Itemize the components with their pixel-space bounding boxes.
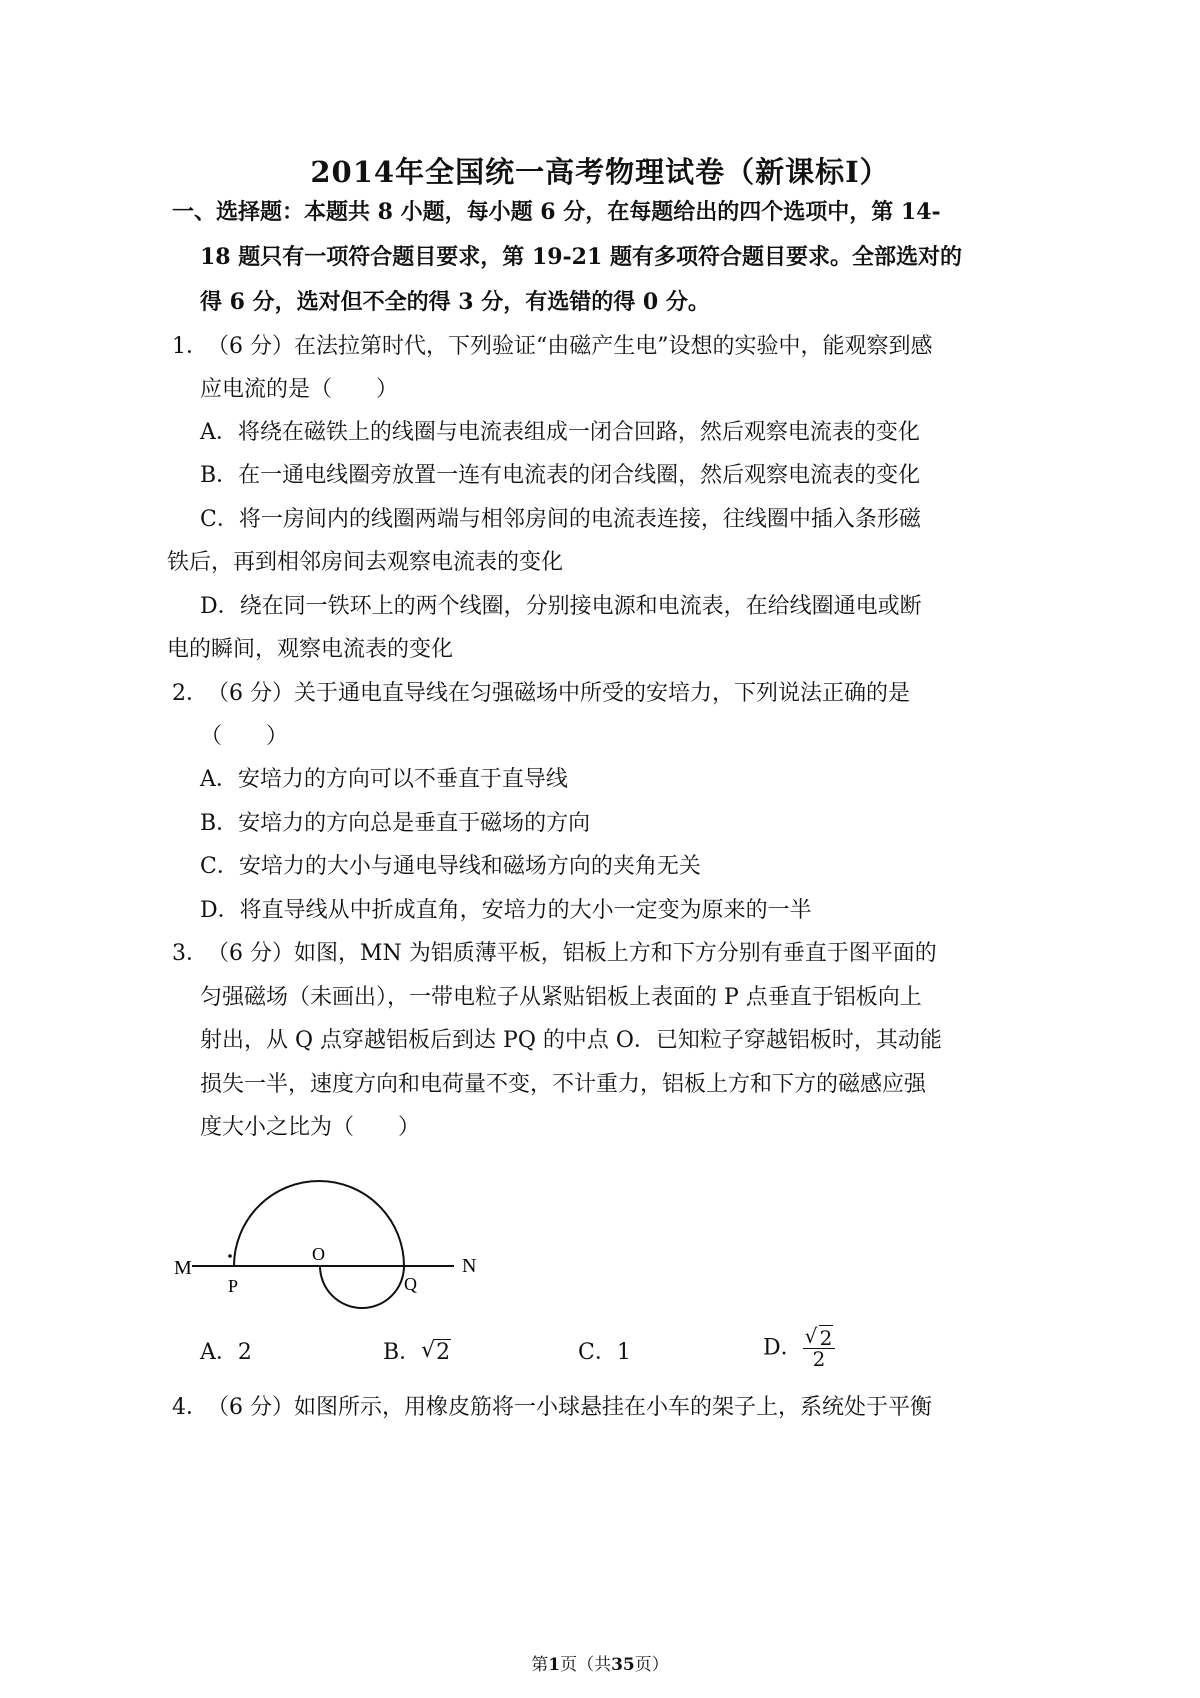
label-m: M [174, 1257, 192, 1279]
question-3-option-b [383, 1338, 451, 1368]
section-heading-line-3: 得 6 分，选对但不全的得 3 分，有选错的得 0 分。 [200, 289, 710, 315]
option-a-value: 2 [237, 1340, 252, 1365]
question-1-option-d-line-2: 电的瞬间，观察电流表的变化 [167, 637, 454, 662]
page-title: 2014年全国统一高考物理试卷（新课标I） [310, 155, 890, 189]
question-3-number: 3． [172, 941, 208, 966]
label-p: P [228, 1276, 239, 1296]
question-1-option-c-line-1: C．将一房间内的线圈两端与相邻房间的电流表连接，往线圈中插入条形磁 [200, 507, 921, 532]
question-2-option-d: D．将直导线从中折成直角，安培力的大小一定变为原来的一半 [200, 898, 812, 923]
question-2-stem-line-1: （6 分）关于通电直导线在匀强磁场中所受的安培力，下列说法正确的是 [207, 681, 910, 706]
sqrt-expression: √ 2 [421, 1338, 451, 1365]
option-b-label: B． [383, 1340, 422, 1365]
page-footer [0, 1650, 1200, 1675]
question-2-stem-line-2: （ ） [200, 724, 289, 749]
question-1-option-a: A．将绕在磁铁上的线圈与电流表组成一闭合回路，然后观察电流表的变化 [200, 420, 920, 445]
option-b-value: 2 [436, 1340, 451, 1365]
option-a-label: A． [200, 1340, 238, 1365]
footer-prefix: 第 [531, 1655, 549, 1675]
fraction-expression [803, 1324, 836, 1371]
option-d-label: D． [763, 1335, 803, 1361]
question-3-figure [172, 1178, 502, 1318]
question-2-option-b: B．安培力的方向总是垂直于磁场的方向 [200, 811, 591, 836]
question-1-stem-line-2: 应电流的是（ ） [200, 377, 399, 402]
question-3-stem-line-1: （6 分）如图，MN 为铝质薄平板，铝板上方和下方分别有垂直于图平面的 [207, 941, 937, 966]
section-heading-line-1: 一、选择题：本题共 8 小题，每小题 6 分，在每题给出的四个选项中，第 14- [172, 199, 941, 225]
question-2-option-c: C．安培力的大小与通电导线和磁场方向的夹角无关 [200, 854, 701, 879]
point-p-dot [228, 1254, 232, 1258]
option-c-label: C． [578, 1340, 617, 1365]
question-4-number: 4． [172, 1395, 208, 1420]
question-1-number: 1． [172, 334, 208, 359]
question-1-option-b: B．在一通电线圈旁放置一连有电流表的闭合线圈，然后观察电流表的变化 [200, 463, 921, 488]
footer-mid: 页（共 [560, 1655, 612, 1675]
lower-circle-path [320, 1266, 404, 1308]
label-o: O [312, 1244, 325, 1264]
option-d-denominator: 2 [812, 1347, 826, 1371]
question-3-stem-line-3: 射出，从 Q 点穿越铝板后到达 PQ 的中点 O．已知粒子穿越铝板时，其动能 [200, 1028, 942, 1053]
footer-total-pages: 35 [611, 1655, 635, 1675]
question-4-stem-line-1: （6 分）如图所示，用橡皮筋将一小球悬挂在小车的架子上，系统处于平衡 [207, 1395, 932, 1420]
option-d-numerator: 2 [819, 1326, 833, 1350]
option-c-value: 1 [616, 1340, 631, 1365]
question-3-option-d [763, 1324, 835, 1371]
label-q: Q [404, 1274, 417, 1294]
question-3-option-c [578, 1338, 631, 1368]
question-3-stem-line-4: 损失一半，速度方向和电荷量不变，不计重力，铝板上方和下方的磁感应强 [200, 1072, 927, 1097]
question-3-stem-line-2: 匀强磁场（未画出），一带电粒子从紧贴铝板上表面的 P 点垂直于铝板向上 [200, 985, 922, 1010]
fraction-numerator-sqrt: √ 2 [804, 1324, 833, 1350]
question-1-option-c-line-2: 铁后，再到相邻房间去观察电流表的变化 [167, 550, 564, 575]
question-3-stem-line-5: 度大小之比为（ ） [200, 1115, 421, 1140]
section-heading-line-2: 18 题只有一项符合题目要求，第 19-21 题有多项符合题目要求。全部选对的 [200, 244, 962, 270]
label-n: N [462, 1255, 477, 1277]
footer-page-number: 1 [548, 1655, 561, 1675]
footer-suffix: 页） [634, 1655, 669, 1675]
question-3-option-a [200, 1338, 252, 1368]
question-1-option-d-line-1: D．绕在同一铁环上的两个线圈，分别接电源和电流表，在给线圈通电或断 [200, 594, 922, 619]
question-1-stem-line-1: （6 分）在法拉第时代，下列验证“由磁产生电”设想的实验中，能观察到感 [207, 334, 933, 359]
question-2-option-a: A．安培力的方向可以不垂直于直导线 [200, 767, 568, 792]
question-2-number: 2． [172, 681, 208, 706]
